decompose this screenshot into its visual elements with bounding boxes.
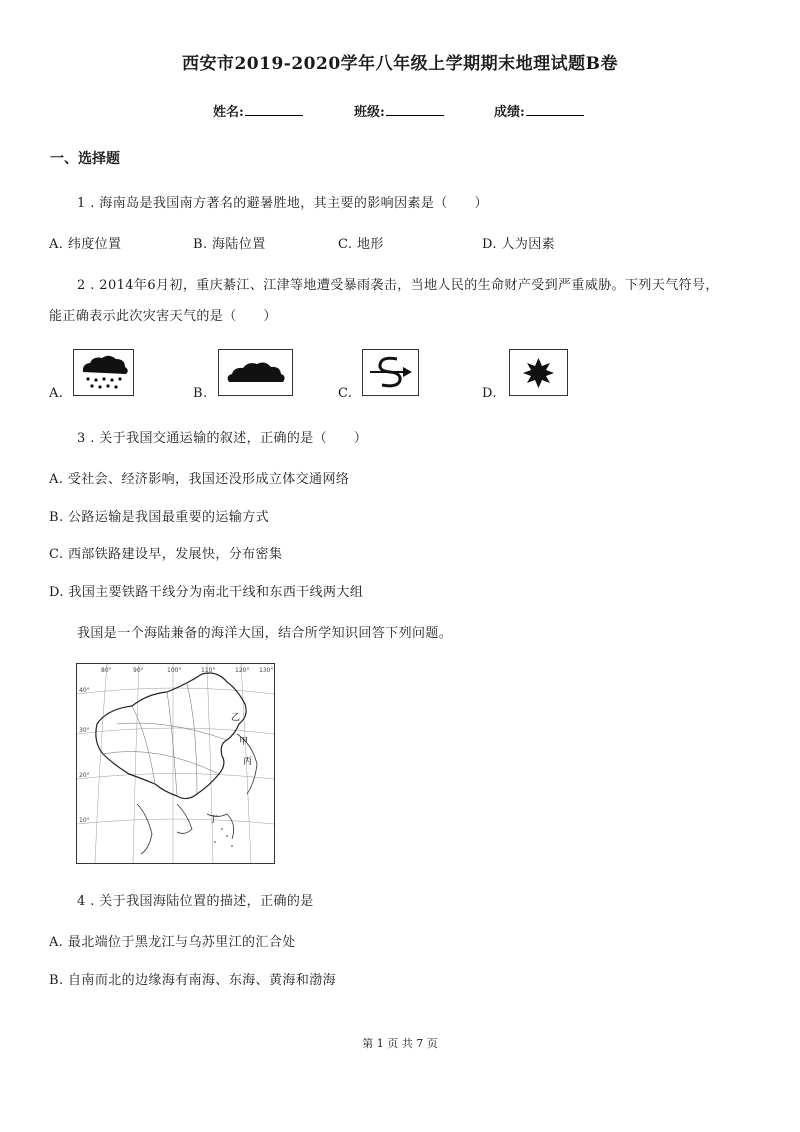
map-lon-130: 130°: [259, 667, 274, 674]
question-3-option-a[interactable]: A. 受社会、经济影响，我国还没形成立体交通网络: [49, 472, 350, 487]
question-4-stem: 4 . 关于我国海陆位置的描述，正确的是: [77, 894, 314, 909]
question-1-option-c[interactable]: C. 地形: [338, 237, 384, 252]
section-heading: 一、选择题: [50, 151, 120, 167]
question-2-option-c[interactable]: C.: [338, 386, 353, 401]
map-lon-80: 80°: [101, 667, 112, 674]
map-lat-10: 10°: [79, 817, 90, 824]
map-lon-100: 100°: [167, 667, 182, 674]
question-1-stem: 1 . 海南岛是我国南方著名的避暑胜地，其主要的影响因素是（ ）: [77, 196, 488, 211]
score-field[interactable]: [494, 101, 584, 120]
question-4-option-a[interactable]: A. 最北端位于黑龙江与乌苏里江的汇合处: [49, 935, 296, 950]
score-label: 成绩:: [494, 105, 525, 120]
map-lat-20: 20°: [79, 772, 90, 779]
map-lon-120: 120°: [235, 667, 250, 674]
map-lon-110: 110°: [201, 667, 216, 674]
question-3-stem: 3 . 关于我国交通运输的叙述，正确的是（ ）: [77, 431, 368, 446]
question-1-option-d[interactable]: D. 人为因素: [482, 237, 556, 252]
question-2-option-b[interactable]: B.: [193, 386, 208, 401]
score-blank[interactable]: [526, 103, 584, 116]
question-4-option-b[interactable]: B. 自南而北的边缘海有南海、东海、黄海和渤海: [49, 973, 337, 988]
map-label-jia: 甲: [239, 737, 249, 747]
page-title: 西安市2019-2020学年八年级上学期期末地理试题B卷: [181, 54, 619, 74]
map-label-yi: 乙: [231, 713, 241, 723]
question-3-option-b[interactable]: B. 公路运输是我国最重要的运输方式: [49, 510, 270, 525]
china-map: [76, 663, 275, 864]
map-label-ding: 丁: [209, 815, 219, 825]
class-label: 班级:: [354, 105, 385, 120]
question-1-option-b[interactable]: B. 海陆位置: [193, 237, 266, 252]
name-blank[interactable]: [245, 103, 303, 116]
question-2-option-a[interactable]: A.: [49, 386, 64, 401]
map-lon-90: 90°: [133, 667, 144, 674]
question-3-option-d[interactable]: D. 我国主要铁路干线分为南北干线和东西干线两大组: [49, 585, 364, 600]
map-lat-30: 30°: [79, 727, 90, 734]
name-field[interactable]: [213, 101, 303, 120]
map-lat-40: 40°: [79, 687, 90, 694]
rain-cloud-icon[interactable]: [73, 349, 134, 396]
question-2-stem-line1: 2 . 2014年6月初，重庆綦江、江津等地遭受暴雨袭击，当地人民的生命财产受到严重威胁。下列天气符号，: [77, 278, 719, 293]
question-2-stem-line2: 能正确表示此次灾害天气的是（ ）: [49, 309, 277, 324]
haze-icon[interactable]: [509, 349, 568, 396]
cloud-icon[interactable]: [218, 349, 293, 396]
question-1-option-a[interactable]: A. 纬度位置: [49, 237, 122, 252]
name-label: 姓名:: [213, 105, 244, 120]
question-3-option-c[interactable]: C. 西部铁路建设早，发展快，分布密集: [49, 547, 283, 562]
map-label-bing: 丙: [243, 757, 253, 767]
page-footer: 第 1 页 共 7 页: [362, 1037, 438, 1050]
class-blank[interactable]: [386, 103, 444, 116]
question-2-option-d[interactable]: D.: [482, 386, 497, 401]
sandstorm-icon[interactable]: [362, 349, 419, 396]
passage-intro: 我国是一个海陆兼备的海洋大国，结合所学知识回答下列问题。: [77, 626, 453, 641]
class-field[interactable]: [354, 101, 444, 120]
